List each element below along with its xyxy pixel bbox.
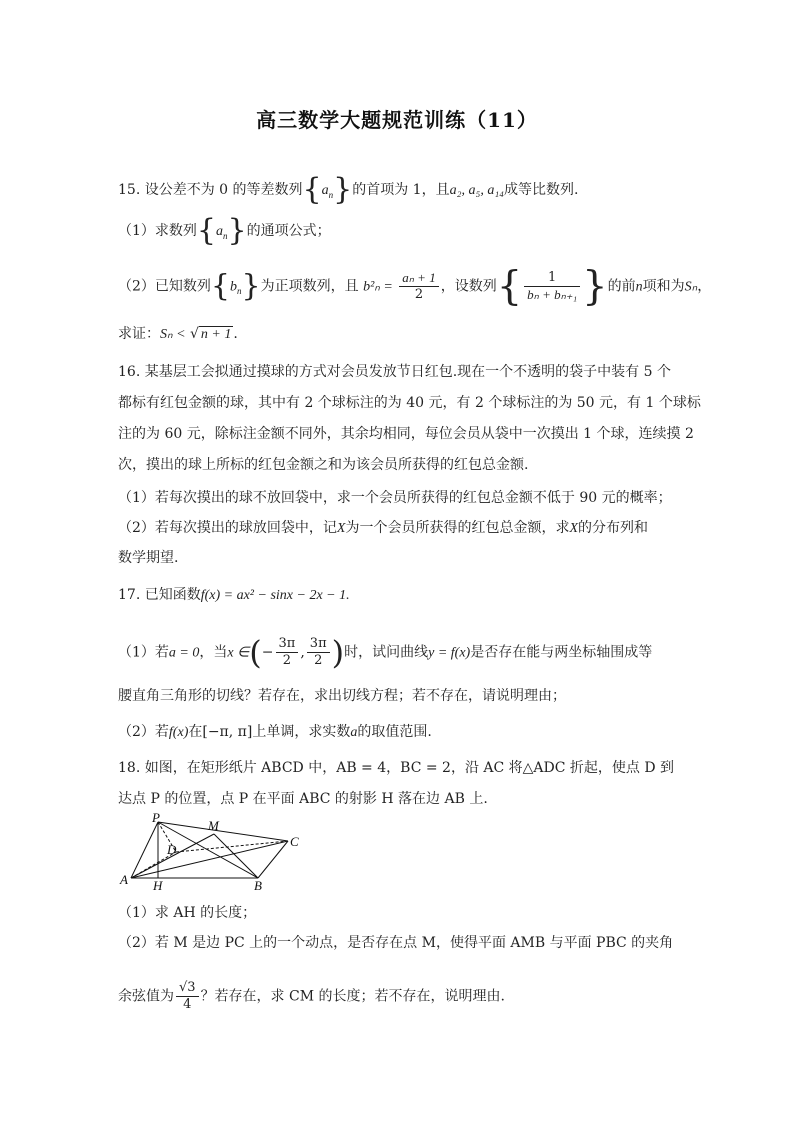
q15-part1: （1）求数列$\{a_n\}$的通项公式； bbox=[118, 213, 331, 248]
edge-PC bbox=[158, 822, 288, 841]
q15-proof-expr: Sₙ < bbox=[160, 327, 186, 342]
edge-PA bbox=[131, 822, 158, 878]
q16-x: X bbox=[336, 521, 346, 536]
q15-text: ， bbox=[697, 278, 712, 295]
q18-cos-den: 4 bbox=[176, 996, 199, 1013]
q16-text: （2）若每次摸出的球放回袋中，记 bbox=[118, 520, 337, 536]
q15-sn: Sₙ bbox=[684, 279, 698, 295]
q17-frac-num: 3π bbox=[309, 636, 327, 651]
q15-text: 15. 设公差不为 0 的等差数列 bbox=[118, 182, 303, 198]
edge-AC bbox=[131, 841, 288, 878]
q17-text: 时，试问曲线 bbox=[344, 644, 429, 661]
q16-line4: 次，摸出的球上所标的红包金额之和为该会员所获得的红包总金额. bbox=[118, 457, 529, 473]
q15-text: 项和为 bbox=[642, 278, 685, 295]
q16-x: X bbox=[569, 521, 579, 536]
q15-seq-a: a bbox=[321, 183, 329, 198]
q15-proof-radicand: n + 1 bbox=[200, 327, 232, 342]
q17-curve: y = f(x) bbox=[428, 645, 471, 661]
q15-text: 的前 bbox=[607, 278, 636, 295]
label-H: H bbox=[153, 878, 163, 892]
q18-part2: （2）若 M 是边 PC 上的一个动点，是否存在点 M，使得平面 AMB 与平面 PBC 的夹角 bbox=[118, 935, 674, 951]
q15-text: 的通项公式； bbox=[246, 223, 331, 239]
q18-line2: 达点 P 的位置，点 P 在平面 ABC 的射影 H 落在边 AB 上. bbox=[118, 791, 488, 807]
q15-n: n bbox=[635, 279, 643, 295]
q17-fx: f(x) bbox=[168, 725, 189, 740]
label-B: B bbox=[254, 878, 262, 892]
q17-text: ，当 bbox=[199, 644, 228, 661]
q15-frac1-num: aₙ + 1 bbox=[402, 270, 436, 285]
q15-fraction-2 bbox=[524, 270, 580, 303]
q18-part2-cont bbox=[118, 980, 505, 1013]
q16-part1: （1）若每次摸出的球不放回袋中，求一个会员所获得的红包总金额不低于 90 元的概率； bbox=[118, 490, 672, 506]
q17-frac-num: 3π bbox=[278, 636, 296, 651]
q15-text: . bbox=[233, 326, 238, 342]
label-C: C bbox=[290, 834, 299, 849]
q16-part2-cont: 数学期望. bbox=[118, 550, 179, 566]
q17-text: 17. 已知函数 bbox=[118, 587, 201, 603]
q18-cos-num: √3 bbox=[179, 980, 196, 995]
label-A: A bbox=[120, 872, 128, 887]
q15-frac2-num: 1 bbox=[548, 270, 557, 285]
q16-line1: 16. 某基层工会拟通过摸球的方式对会员发放节日红包.现在一个不透明的袋子中装有 5 个 bbox=[118, 364, 671, 380]
q15-text: （1）求数列 bbox=[118, 223, 197, 239]
q15-text: 为正项数列，且 bbox=[260, 278, 359, 295]
q15-stem: 15. 设公差不为 0 的等差数列$\{a_n\}$的首项为 1，且a₂, a₅, a₁₄成等比数列. bbox=[118, 172, 579, 207]
q17-minus: − bbox=[261, 644, 274, 661]
q15-seq-b: b bbox=[230, 279, 238, 295]
q17-text: 的取值范围. bbox=[357, 724, 432, 740]
q15-text: 成等比数列. bbox=[504, 182, 579, 198]
q16-text: 的分布列和 bbox=[578, 520, 649, 536]
q17-comma: , bbox=[300, 644, 305, 661]
q15-seq-a: a bbox=[216, 224, 224, 239]
label-M: M bbox=[208, 818, 219, 833]
q15-text: 求证： bbox=[118, 326, 160, 342]
q15-part2: （2）已知数列$\{b_n\}$为正项数列，且 b²ₙ = $\frac{\text{aₙ + 1}}{2}$ ，设数列{ $\frac{1}{\text{bₙ + bₙ₊₁}}$ }的前n项和为Sₙ， bbox=[118, 263, 712, 310]
q15-text: 的首项为 1，且 bbox=[352, 182, 450, 198]
q15-frac1-den: 2 bbox=[399, 286, 438, 303]
q15-text: ，设数列 bbox=[440, 278, 497, 295]
q17-frac-right bbox=[307, 636, 330, 669]
q17-frac-den: 2 bbox=[276, 652, 299, 669]
q17-text: （2）若 bbox=[118, 724, 169, 740]
q17-frac-den: 2 bbox=[307, 652, 330, 669]
q16-text: 为一个会员所获得的红包总金额，求 bbox=[345, 520, 570, 536]
q18-line1: 18. 如图，在矩形纸片 ABCD 中，AB = 4，BC = 2，沿 AC 将△ADC 折起，使点 D 到 bbox=[118, 760, 675, 776]
q16-line2: 都标有红包金额的球，其中有 2 个球标注的为 40 元，有 2 个球标注的为 50 元，有 1 个球标 bbox=[118, 395, 701, 411]
q18-text: 余弦值为 bbox=[118, 988, 174, 1005]
q16-part2 bbox=[118, 518, 648, 539]
q17-text: 上单调，求实数 bbox=[252, 724, 351, 740]
q17-text: 在 bbox=[188, 724, 203, 740]
q17-interval: [−π, π] bbox=[202, 724, 253, 740]
q17-frac-left bbox=[276, 636, 299, 669]
edge-DC bbox=[176, 841, 288, 852]
q17-stem bbox=[118, 585, 350, 606]
q15-frac2-den: bₙ + bₙ₊₁ bbox=[524, 286, 580, 303]
q15-text: （2）已知数列 bbox=[118, 278, 211, 295]
q16-line3: 注的为 60 元，除标注金额不同外，其余均相同，每位会员从袋中一次摸出 1 个球，连续摸 2 bbox=[118, 426, 694, 442]
q18-part1: （1）求 AH 的长度； bbox=[118, 905, 257, 921]
q18-cos-fraction bbox=[176, 980, 199, 1013]
q15-proof: 求证：Sₙ < √ n + 1 . bbox=[118, 326, 238, 342]
q17-part2 bbox=[118, 722, 432, 743]
q17-text: 是否存在能与两坐标轴围成等 bbox=[470, 644, 653, 661]
page-title: 高三数学大题规范训练（11） bbox=[256, 108, 538, 132]
q17-part1: （1）若a = 0，当x ∈(− $\frac{3\pi}{2}$ , $\frac{3\pi}{2}$ )时，试问曲线y = f(x)是否存在能与两坐标轴围成等 bbox=[118, 633, 653, 672]
q17-text: （1）若 bbox=[118, 644, 169, 661]
q17-a-eq: a = 0 bbox=[168, 645, 200, 661]
edge-MB bbox=[214, 834, 258, 878]
label-D: D bbox=[167, 842, 177, 857]
q15-terms: a₂, a₅, a₁₄ bbox=[449, 183, 505, 198]
q18-text: ？若存在，求 CM 的长度；若不存在，说明理由. bbox=[200, 988, 505, 1005]
q17-part1-cont: 腰直角三角形的切线？若存在，求出切线方程；若不存在，请说明理由； bbox=[118, 688, 566, 704]
q15-eq-lhs: b²ₙ = bbox=[363, 279, 393, 295]
q17-function: f(x) = ax² − sinx − 2x − 1. bbox=[200, 588, 350, 603]
q17-a: a bbox=[350, 725, 358, 740]
q18-figure bbox=[118, 812, 318, 892]
label-P: P bbox=[152, 812, 160, 825]
q15-fraction-1 bbox=[399, 270, 438, 303]
q17-x-in: x ∈ bbox=[227, 645, 250, 661]
